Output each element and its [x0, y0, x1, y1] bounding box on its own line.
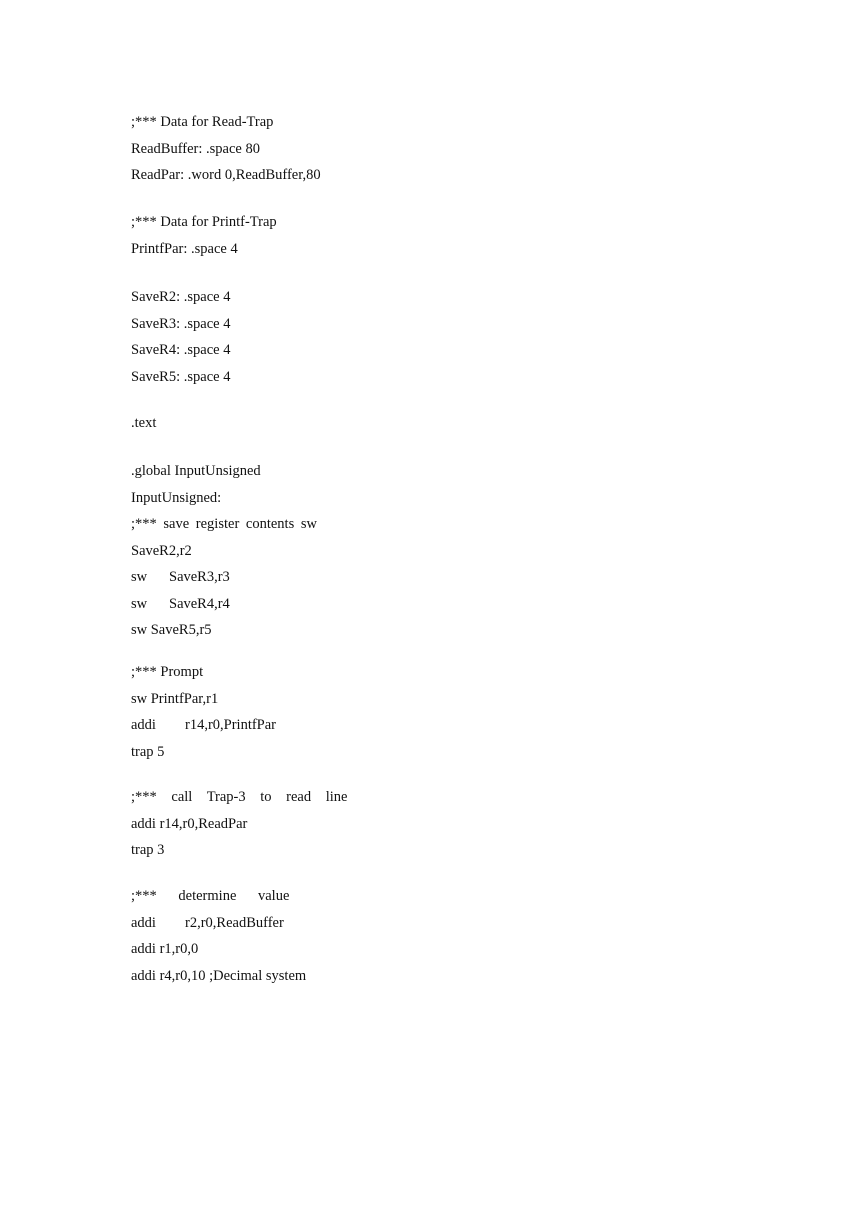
code-line: addi r1,r0,0: [131, 941, 199, 957]
code-line: SaveR2: .space 4: [131, 289, 231, 305]
code-line: ReadBuffer: .space 80: [131, 140, 260, 157]
printf-trap-data-block: [131, 209, 277, 262]
input-unsigned-block: [131, 458, 317, 644]
code-comment: ;*** determine value: [131, 888, 290, 904]
code-comment: ;*** save register contents sw: [131, 516, 317, 532]
prompt-block: [131, 659, 276, 765]
read-line-block: [131, 784, 347, 864]
code-operands: SaveR3,r3: [169, 569, 230, 585]
code-instruction: [131, 712, 276, 739]
save-registers-data-block: [131, 284, 230, 390]
code-operands: r14,r0,PrintfPar: [185, 717, 277, 733]
code-instruction: [131, 591, 317, 618]
code-label: InputUnsigned:: [131, 489, 222, 506]
code-opcode: sw: [131, 569, 148, 585]
code-line: addi r14,r0,ReadPar: [131, 815, 248, 832]
code-opcode: addi: [131, 717, 156, 733]
code-instruction: [131, 564, 317, 591]
read-trap-data-block: [131, 109, 321, 189]
code-line: SaveR4: .space 4: [131, 342, 231, 358]
code-opcode: addi: [131, 914, 156, 931]
code-line: PrintfPar: .space 4: [131, 240, 238, 257]
code-opcode: sw: [131, 595, 148, 612]
code-operands: SaveR4,r4: [169, 595, 230, 612]
text-section-block: [131, 410, 156, 437]
code-directive: .text: [131, 415, 157, 431]
code-directive: .global InputUnsigned: [131, 463, 261, 479]
code-line: addi r4,r0,10 ;Decimal system: [131, 967, 307, 984]
code-comment: ;*** Prompt: [131, 664, 204, 680]
code-comment: ;*** Data for Printf-Trap: [131, 214, 277, 230]
code-line: ReadPar: .word 0,ReadBuffer,80: [131, 167, 321, 183]
code-line: SaveR3: .space 4: [131, 315, 231, 332]
determine-value-block: [131, 883, 306, 989]
code-line: trap 3: [131, 842, 165, 858]
code-line: SaveR2,r2: [131, 542, 192, 559]
code-instruction: [131, 910, 306, 937]
code-operands: r2,r0,ReadBuffer: [185, 914, 284, 931]
code-line: sw PrintfPar,r1: [131, 690, 219, 707]
code-line: trap 5: [131, 743, 165, 760]
code-line: sw SaveR5,r5: [131, 622, 212, 638]
code-comment: ;*** call Trap-3 to read line: [131, 789, 348, 805]
code-line: SaveR5: .space 4: [131, 368, 231, 385]
code-comment: ;*** Data for Read-Trap: [131, 114, 274, 130]
